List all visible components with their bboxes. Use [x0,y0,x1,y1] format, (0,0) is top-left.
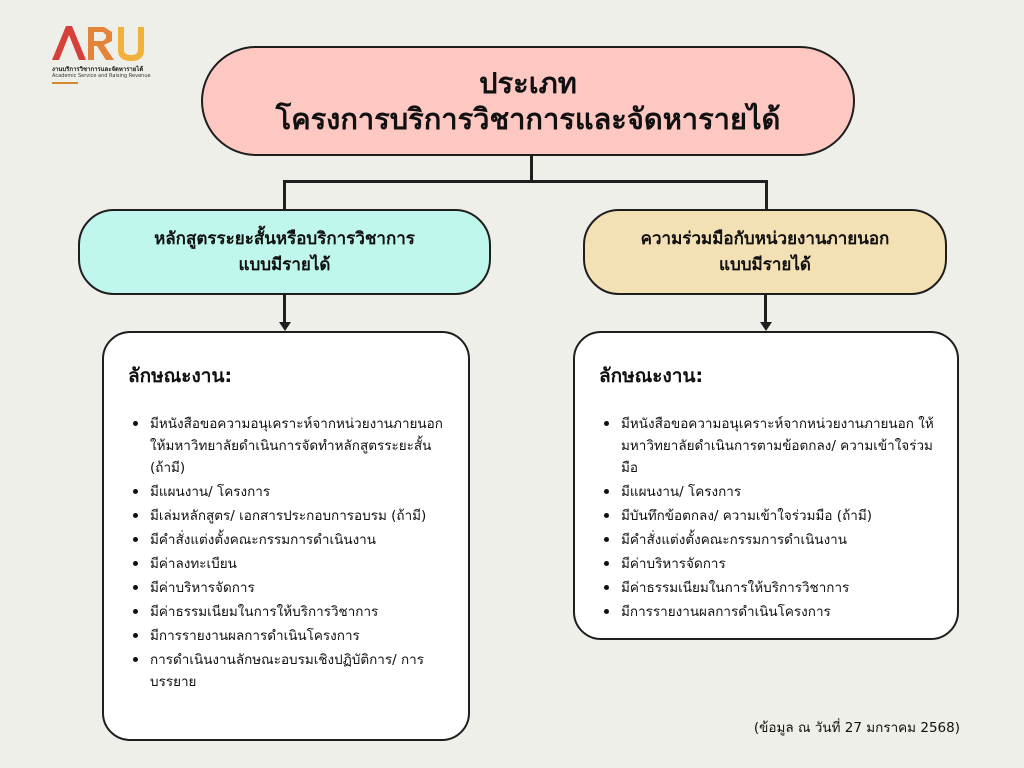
category-external-cooperation [583,209,947,295]
list-item: มีค่าธรรมเนียมในการให้บริการวิชาการ [621,577,937,599]
connector-right-drop [765,180,768,210]
list-item: มีค่าบริหารจัดการ [621,553,937,575]
detail-title: ลักษณะงาน: [128,365,233,387]
arrow-left-shaft [283,295,286,324]
main-title-box [201,46,855,156]
connector-trunk [530,156,533,182]
list-item: มีค่าบริหารจัดการ [150,577,448,599]
category-external-cooperation-line2: แบบมีรายได้ [719,255,811,275]
list-item: มีหนังสือขอความอนุเคราะห์จากหน่วยงานภายนอก ให้มหาวิทยาลัยดำเนินการตามข้อตกลง/ ความเข้าใจร่วมมือ [621,413,937,479]
category-short-course [78,209,491,295]
list-item: มีแผนงาน/ โครงการ [621,481,937,503]
category-external-cooperation-line1: ความร่วมมือกับหน่วยงานภายนอก [640,229,890,249]
list-item: การดำเนินงานลักษณะอบรมเชิงปฏิบัติการ/ การบรรยาย [150,649,448,693]
list-item: มีหนังสือขอความอนุเคราะห์จากหน่วยงานภายนอก ให้มหาวิทยาลัยดำเนินการจัดทำหลักสูตรระยะสั้น (ถ้ามี) [150,413,448,479]
list-item: มีคำสั่งแต่งตั้งคณะกรรมการดำเนินงาน [621,529,937,551]
list-item: มีการรายงานผลการดำเนินโครงการ [621,601,937,623]
detail-list [599,413,937,623]
main-title-line1: ประเภท [479,66,577,100]
connector-left-drop [283,180,286,210]
detail-box-external-cooperation [573,331,959,640]
arrow-right-shaft [764,295,767,324]
list-item: มีแผนงาน/ โครงการ [150,481,448,503]
category-short-course-line1: หลักสูตรระยะสั้นหรือบริการวิชาการ [154,229,415,249]
detail-list [128,413,448,693]
detail-title: ลักษณะงาน: [599,365,704,387]
arrow-left-head-icon [279,322,291,331]
list-item: มีการรายงานผลการดำเนินโครงการ [150,625,448,647]
logo-underline [52,82,78,84]
arrow-right-head-icon [760,322,772,331]
list-item: มีคำสั่งแต่งตั้งคณะกรรมการดำเนินงาน [150,529,448,551]
list-item: มีบันทึกข้อตกลง/ ความเข้าใจร่วมมือ (ถ้ามี) [621,505,937,527]
detail-box-short-course [102,331,470,741]
category-short-course-line2: แบบมีรายได้ [238,255,331,275]
data-date-footnote: (ข้อมูล ณ วันที่ 27 มกราคม 2568) [753,720,960,736]
main-title-line2: โครงการบริการวิชาการและจัดหารายได้ [275,102,781,136]
logo-text-thai: งานบริการวิชาการและจัดหารายได้ [52,66,144,73]
logo-text-english: Academic Service and Raising Revenue [52,73,151,79]
aru-logo [50,22,180,88]
list-item: มีค่าลงทะเบียน [150,553,448,575]
aru-logo-mark-icon [50,22,160,62]
list-item: มีเล่มหลักสูตร/ เอกสารประกอบการอบรม (ถ้ามี) [150,505,448,527]
list-item: มีค่าธรรมเนียมในการให้บริการวิชาการ [150,601,448,623]
connector-horizontal [283,180,768,183]
